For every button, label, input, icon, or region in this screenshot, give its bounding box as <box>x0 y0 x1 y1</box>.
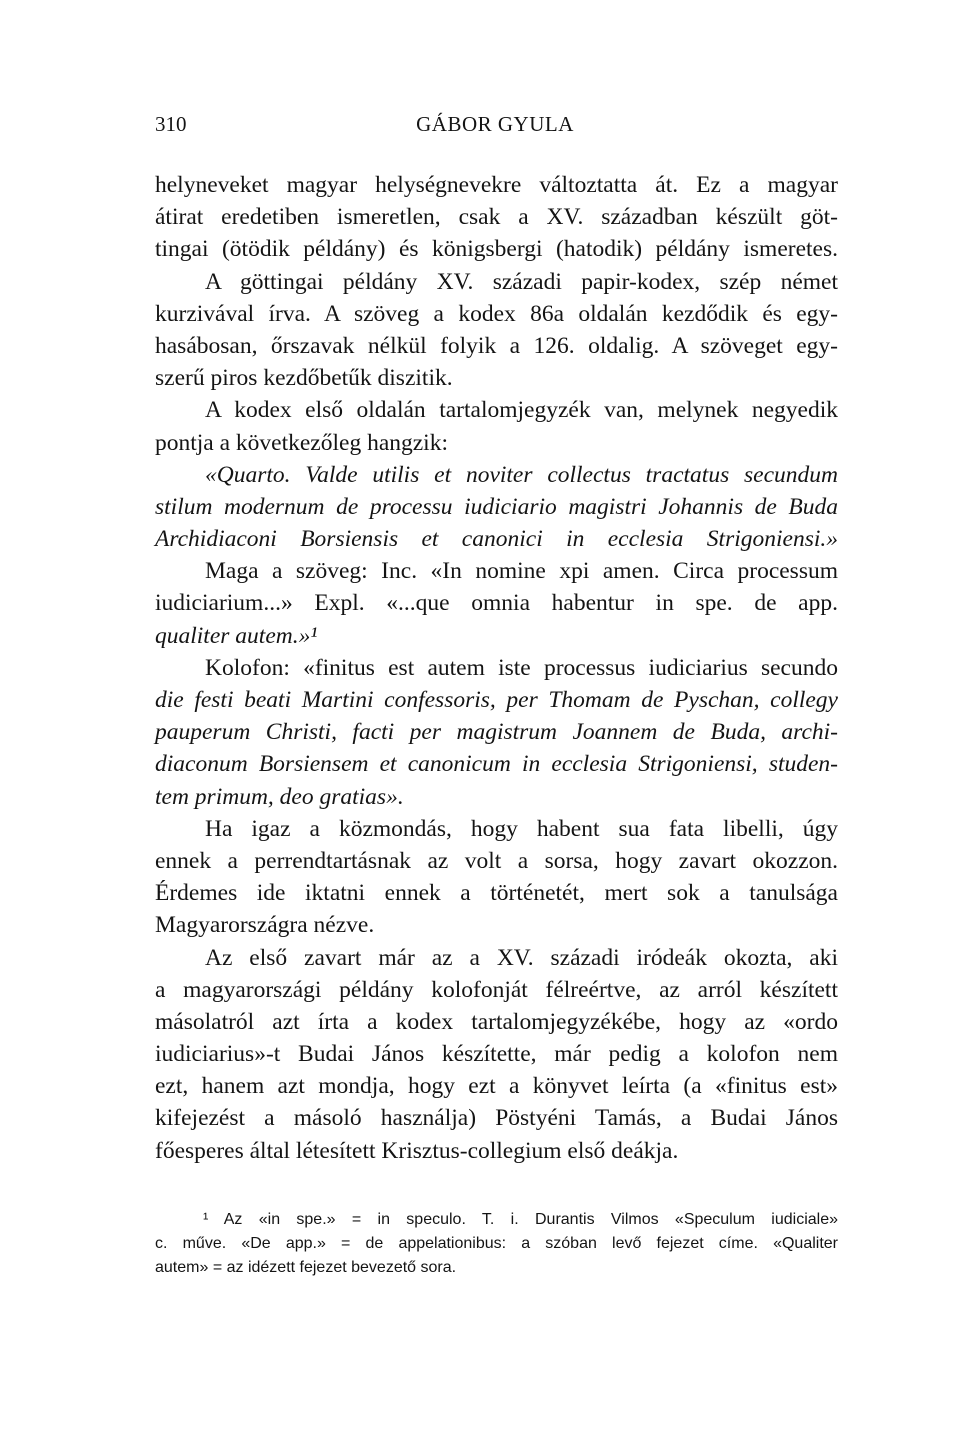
text-line: Kolofon: «finitus est autem iste processus iudiciarius secundo <box>205 654 838 681</box>
text-line: tingai (ötödik példány) és königsbergi (hatodik) példány ismeretes. <box>155 236 838 263</box>
text-line: die festi beati Martini confessoris, per Thomam de Pyschan, collegy <box>155 687 838 713</box>
text-line: Magyarországra nézve. <box>155 912 375 939</box>
text-line: «Quarto. Valde utilis et noviter collectus tractatus secundum <box>205 461 838 488</box>
text-line: A göttingai példány XV. századi papir-kodex, szép német <box>205 268 838 295</box>
text-line: tem primum, deo gratias». <box>155 783 404 810</box>
text-line: qualiter autem.»¹ <box>155 622 318 649</box>
text-line: szerű piros kezdőbetűk diszitik. <box>155 365 453 392</box>
text-line: a magyarországi példány kolofonját félreértve, az arról készített <box>155 976 838 1003</box>
text-line: Érdemes ide iktatni ennek a történetét, mert sok a tanulsága <box>155 880 838 907</box>
text-line: pauperum Christi, facti per magistrum Joannem de Buda, archi- <box>155 719 838 746</box>
text-line: ennek a perrendtartásnak az volt a sorsa, hogy zavart okozzon. <box>155 847 838 874</box>
text-line: Ha igaz a közmondás, hogy habent sua fata libelli, úgy <box>205 815 838 842</box>
footnote-line: ¹ Az «in spe.» = in speculo. T. i. Durantis Vilmos «Speculum iudiciale» <box>203 1211 838 1228</box>
text-line: főesperes által létesített Krisztus-collegium első deákja. <box>155 1137 679 1164</box>
text-line: iudiciarius»-t Budai János készítette, már pedig a kolofon nem <box>155 1041 838 1068</box>
text-line: Archidiaconi Borsiensis et canonici in ecclesia Strigoniensi.» <box>155 526 838 553</box>
text-line: hasábosan, őrszavak nélkül folyik a 126. oldalig. A szöveget egy- <box>155 332 838 359</box>
running-head: GÁBOR GYULA <box>416 112 574 136</box>
text-line: diaconum Borsiensem et canonicum in ecclesia Strigoniensi, studen- <box>155 751 838 778</box>
text-line: ezt, hanem azt mondja, hogy ezt a könyvet leírta (a «finitus est» <box>155 1073 838 1100</box>
footnotes <box>155 1208 838 1280</box>
text-line: átirat eredetiben ismeretlen, csak a XV. században készült göt- <box>155 204 838 231</box>
text-line: Az első zavart már az a XV. századi iródeák okozta, aki <box>205 944 838 971</box>
footnote-line: autem» = az idézett fejezet bevezető sora. <box>155 1259 457 1276</box>
text-line: iudiciarium...» Expl. «...que omnia habentur in spe. de app. <box>155 590 838 617</box>
footnote-line: c. műve. «De app.» = de appelationibus: a szóban levő fejezet címe. «Qualiter <box>155 1235 838 1252</box>
page-header <box>155 112 835 142</box>
text-line: stilum modernum de processu iudiciario magistri Johannis de Buda <box>155 493 838 520</box>
body-text <box>155 169 838 1167</box>
text-line: másolatról azt írta a kodex tartalomjegyzékébe, hogy az «ordo <box>155 1008 838 1035</box>
text-line: A kodex első oldalán tartalomjegyzék van, melynek negyedik <box>205 397 838 424</box>
page-number: 310 <box>155 112 187 136</box>
text-line: kurzivával írva. A szöveg a kodex 86a oldalán kezdődik és egy- <box>155 300 838 327</box>
text-line: Maga a szöveg: Inc. «In nomine xpi amen. Circa processum <box>205 558 838 585</box>
text-line: helyneveket magyar helységnevekre változtatta át. Ez a magyar <box>155 172 838 198</box>
text-line: pontja a következőleg hangzik: <box>155 429 448 456</box>
text-line: kifejezést a másoló használja) Pöstyéni Tamás, a Budai János <box>155 1105 838 1132</box>
